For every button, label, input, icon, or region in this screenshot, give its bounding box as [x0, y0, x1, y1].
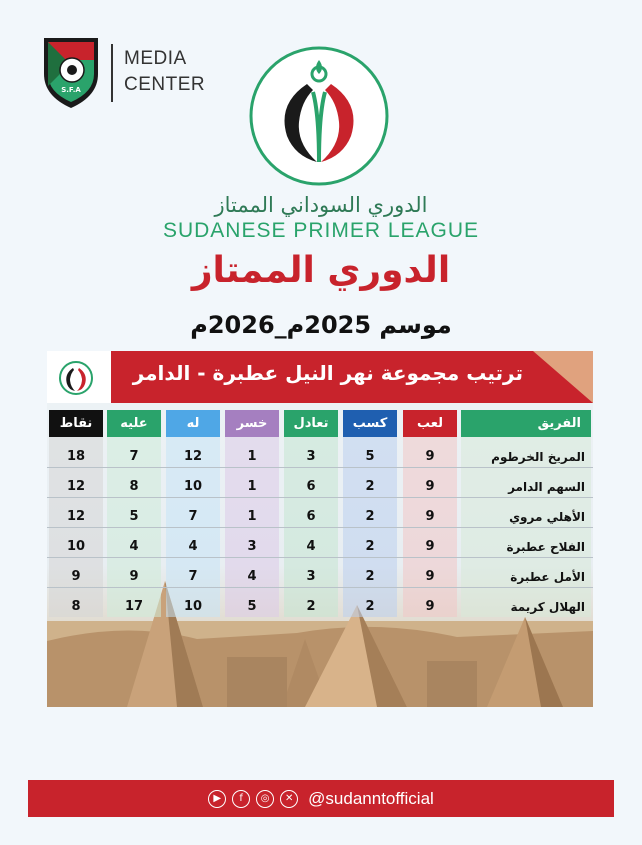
goals-against-cell: 7 — [129, 449, 139, 464]
goals-for-cell: 4 — [188, 539, 198, 554]
league-name-english: SUDANESE PRIMER LEAGUE — [162, 219, 480, 242]
played-cell: 9 — [425, 569, 435, 584]
lost-cell: 1 — [247, 509, 257, 524]
page-title: الدوري الممتاز — [191, 250, 451, 291]
drawn-cell: 3 — [306, 449, 316, 464]
standings-header — [47, 351, 593, 403]
lost-cell: 3 — [247, 539, 257, 554]
won-cell: 2 — [365, 479, 375, 494]
sfa-badge-logo — [42, 34, 100, 110]
team-name: الأهلي مروي — [509, 510, 585, 524]
drawn-cell: 6 — [306, 509, 316, 524]
won-cell: 2 — [365, 569, 375, 584]
lost-cell: 1 — [247, 449, 257, 464]
goals-for-cell: 12 — [183, 449, 203, 464]
drawn-cell: 4 — [306, 539, 316, 554]
team-name: الأمل عطبرة — [510, 570, 585, 584]
played-cell: 9 — [425, 479, 435, 494]
league-name-arabic: الدوري السوداني الممتاز — [214, 193, 428, 217]
x-icon[interactable]: ✕ — [280, 790, 298, 808]
youtube-icon[interactable]: ▶ — [208, 790, 226, 808]
goals-for-cell: 7 — [188, 509, 198, 524]
header-corner — [533, 351, 593, 403]
col-header-won: كسب — [343, 410, 397, 437]
standings-table — [47, 351, 593, 707]
standings-title: ترتيب مجموعة نهر النيل عطبرة - الدامر — [132, 361, 523, 385]
mini-league-logo — [55, 360, 97, 396]
won-cell: 5 — [365, 449, 375, 464]
goals-against-cell: 8 — [129, 479, 139, 494]
points-cell: 18 — [66, 449, 86, 464]
col-header-team: الفريق — [461, 410, 591, 437]
played-cell: 9 — [425, 599, 435, 614]
media-center-line1: MEDIA — [124, 48, 187, 69]
facebook-icon[interactable]: f — [232, 790, 250, 808]
goals-for-cell: 7 — [188, 569, 198, 584]
goals-against-cell: 9 — [129, 569, 139, 584]
drawn-cell: 2 — [306, 599, 316, 614]
col-header-drawn: تعادل — [284, 410, 338, 437]
lost-cell: 5 — [247, 599, 257, 614]
goals-for-cell: 10 — [183, 479, 203, 494]
team-name: السهم الدامر — [508, 480, 585, 494]
points-cell: 8 — [71, 599, 81, 614]
points-cell: 12 — [66, 509, 86, 524]
col-header-against: عليه — [107, 410, 161, 437]
played-cell: 9 — [425, 449, 435, 464]
goals-against-cell: 4 — [129, 539, 139, 554]
season-label: موسم 2025م_2026م — [190, 311, 452, 339]
points-cell: 9 — [71, 569, 81, 584]
played-cell: 9 — [425, 509, 435, 524]
lost-cell: 4 — [247, 569, 257, 584]
lost-cell: 1 — [247, 479, 257, 494]
header-divider — [111, 44, 113, 102]
media-center-line2: CENTER — [124, 74, 206, 95]
team-name: الفلاح عطبرة — [506, 540, 585, 554]
won-cell: 2 — [365, 539, 375, 554]
points-cell: 10 — [66, 539, 86, 554]
col-header-for: له — [166, 410, 220, 437]
social-handle[interactable]: @sudanntofficial — [308, 788, 434, 808]
played-cell: 9 — [425, 539, 435, 554]
instagram-icon[interactable]: ◎ — [256, 790, 274, 808]
league-logo — [247, 44, 391, 188]
team-name: المريخ الخرطوم — [491, 450, 585, 464]
won-cell: 2 — [365, 599, 375, 614]
media-center-label — [124, 46, 205, 98]
team-name: الهلال كريمة — [510, 600, 585, 614]
social-footer — [28, 780, 614, 817]
drawn-cell: 6 — [306, 479, 316, 494]
col-header-played: لعب — [403, 410, 457, 437]
goals-against-cell: 5 — [129, 509, 139, 524]
points-cell: 12 — [66, 479, 86, 494]
col-header-points: نقاط — [49, 410, 103, 437]
goals-for-cell: 10 — [183, 599, 203, 614]
won-cell: 2 — [365, 509, 375, 524]
svg-text:S.F.A: S.F.A — [61, 86, 81, 94]
goals-against-cell: 17 — [124, 599, 144, 614]
col-header-lost: خسر — [225, 410, 279, 437]
drawn-cell: 3 — [306, 569, 316, 584]
